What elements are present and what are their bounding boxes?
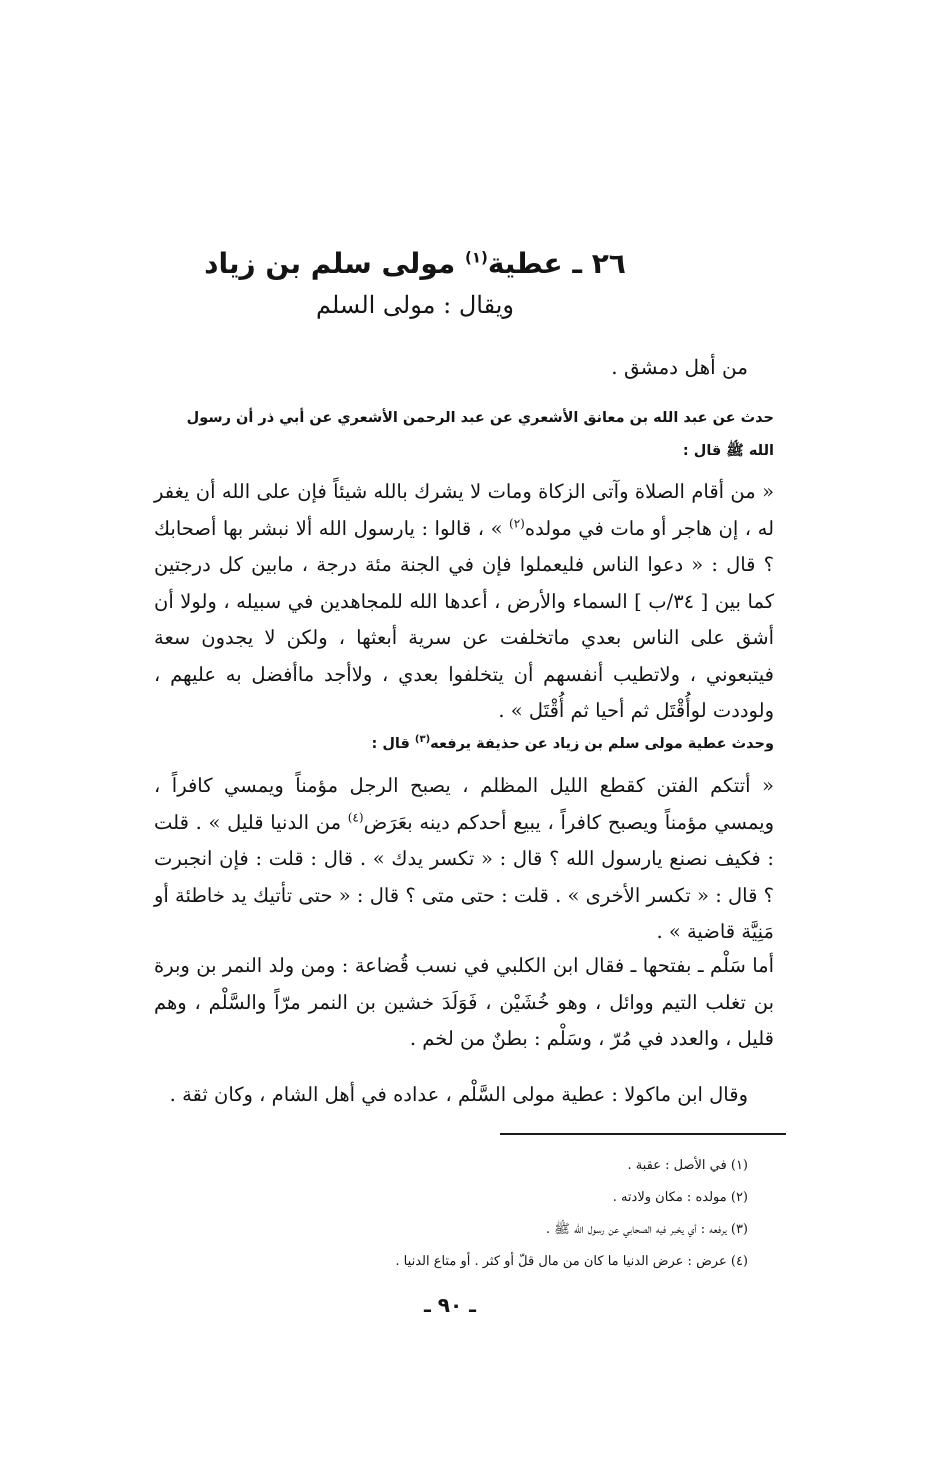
hadith2-text-part-a: « أتتكم الفتن كقطع الليل المظلم ، يصبح الرجل مؤمناً ويمسي كافراً ، ويمسي مؤمناً ويصبح كافراً ، يبيع أحدكم دينه بعَرَض	[154, 774, 774, 834]
hadith2-isnad-part-b: قال :	[371, 736, 415, 752]
page-number: ـ ٩٠ ـ	[423, 1293, 477, 1317]
footnote-divider	[500, 1133, 786, 1135]
entry-subtitle: ويقال : مولى السلم	[315, 291, 514, 319]
footnote-ref-4: (٤)	[347, 810, 364, 824]
footnote-ref-3: (٣)	[414, 734, 431, 746]
hadith2-isnad-part-a: وحدث عطية مولى سلم بن زياد عن حذيفة يرفعه	[430, 736, 774, 752]
footnotes-list	[328, 1150, 748, 1278]
footnote-ref-1: (١)	[464, 248, 488, 267]
footnote-item: (٣) يرفعه : أي يخبر فيه الصحابي عن رسول الله ﷺ .	[545, 1222, 748, 1237]
hadith1-isnad: حدث عن عبد الله بن معانق الأشعري عن عبد الرحمن الأشعري عن أبي ذر أن رسول الله ﷺ قال :	[186, 410, 774, 459]
footnote-item: (٤) عرض : عرض الدنيا ما كان من مال قلّ أو كثر . أو متاع الدنيا .	[395, 1254, 748, 1269]
footnote-ref-2: (٢)	[509, 516, 525, 530]
footnote-item: (١) في الأصل : عقبة .	[627, 1158, 748, 1173]
lineage-paragraph: أما سَلْم ـ بفتحها ـ فقال ابن الكلبي في نسب قُضاعة : ومن ولد النمر بن وبرة بن تغلب التيم ووائل ، وهو خُشَيْن ، فَوَلَدَ خشين بن النمر مرّاً والسَّلْم ، وهم قليل ، والعدد في مُرّ ، وسَلْم : بطنٌ من لخم .	[154, 954, 774, 1050]
hadith2-text-part-b: من الدنيا قليل » . قلت : فكيف نصنع يارسول الله ؟ قال : « تكسر يدك » . قال : قلت : فإن انجبرت ؟ قال : « تكسر الأخرى » . قلت : حتى متى ؟ قال : « حتى تأتيك يد خاطئة أو مَنِيَّة قاضية » .	[154, 810, 774, 943]
hadith2-isnad	[164, 728, 774, 761]
entry-title-rest: مولى سلم بن زياد	[204, 247, 465, 280]
ibn-makula-quote: وقال ابن ماكولا : عطية مولى السَّلْم ، عداده في أهل الشام ، وكان ثقة .	[169, 1083, 748, 1106]
footnote-item: (٢) مولده : مكان ولادته .	[612, 1190, 748, 1205]
hadith1-text	[154, 474, 774, 730]
entry-title-number-name: ٢٦ ـ عطية	[487, 247, 626, 280]
hadith1-text-part-b: » ، قالوا : يارسول الله ألا نبشر بها أصحابك ؟ قال : « دعوا الناس فليعملوا فإن في الجنة مئة درجة ، مابين كل درجتين كما بين [ ٣٤/ب ] السماء والأرض ، أعدها الله للمجاهدين في سبيله ، ولولا أن أشق على الناس بعدي ماتخلفت عن سرية أبعثها ، ولكن لا يجدون سعة فيتبعوني ، ولاتطيب أنفسهم أن يتخلفوا بعدي ، ولاأجد ماأفضل به عليهم ، ولوددت لوأُقْتَل ثم أحيا ثم أُقْتَل » .	[154, 516, 775, 722]
hadith2-text	[154, 768, 774, 951]
entry-origin: من أهل دمشق .	[611, 355, 748, 379]
hadith1-text-part-a: « من أقام الصلاة وآتى الزكاة ومات لا يشرك بالله شيئاً فإن على الله أن يغفر له ، إن هاجر أو مات في مولده	[154, 480, 775, 540]
entry-title	[200, 244, 630, 284]
